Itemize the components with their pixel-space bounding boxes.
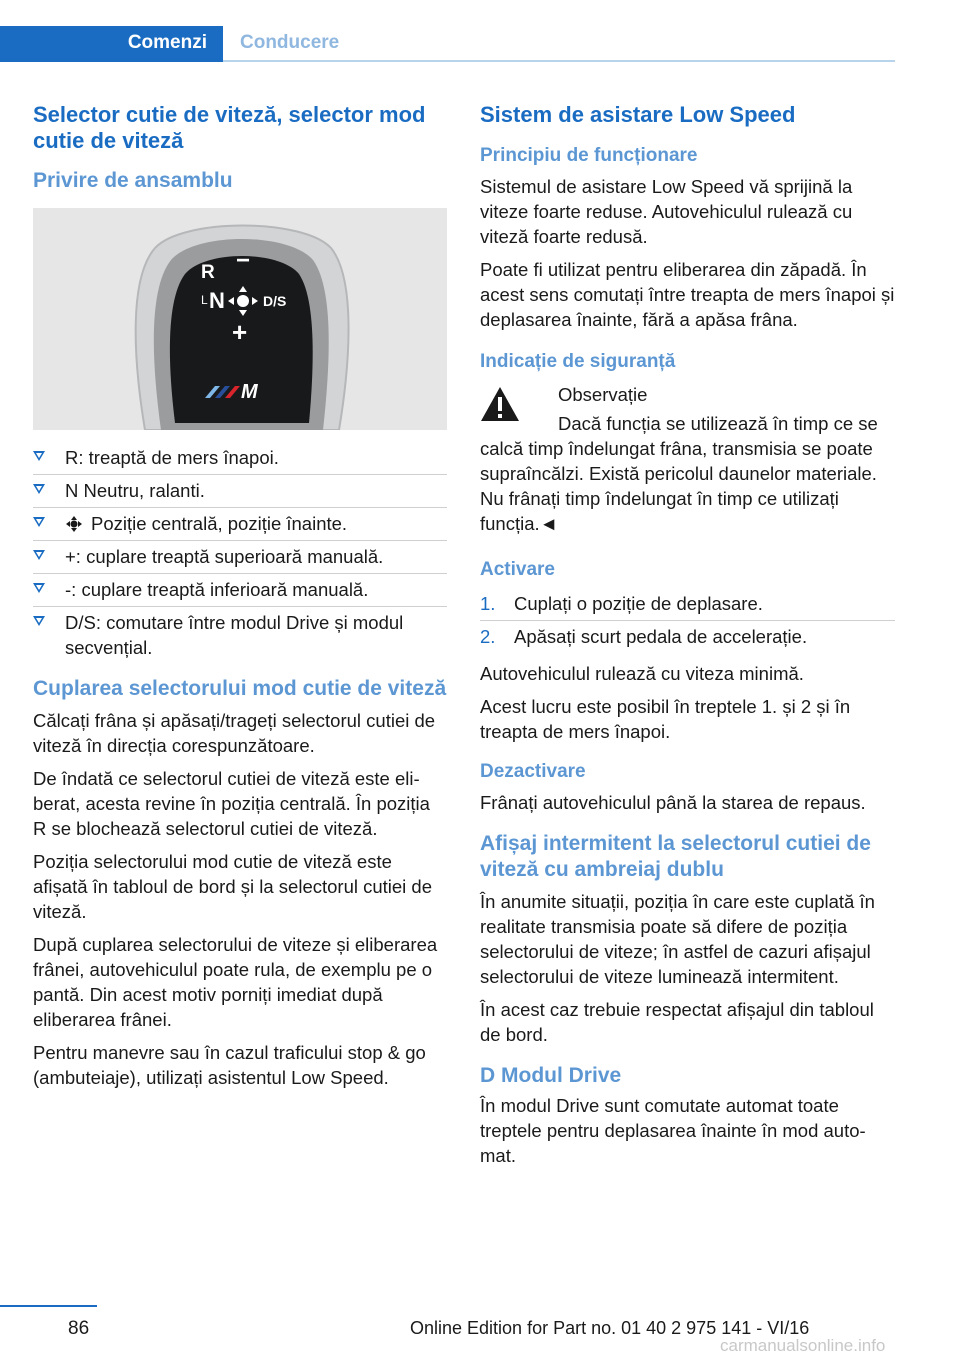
- list-item: R: treaptă de mers înapoi.: [33, 442, 447, 475]
- blink-heading: Afișaj intermitent la selectorul cutiei de viteză cu ambreiaj dublu: [480, 832, 871, 881]
- knob-label-minus: −: [236, 247, 251, 274]
- page-number: 86: [68, 1318, 90, 1339]
- knob-brand-m: M: [241, 381, 258, 403]
- principle-heading: Principiu de funcționare: [480, 145, 698, 166]
- paragraph: Acest lucru este posibil în treptele 1. și 2 și în treapta de mers înapoi.: [480, 696, 851, 742]
- edition-info: Online Edition for Part no. 01 40 2 975 141 - VI/16: [410, 1318, 810, 1338]
- paragraph: În acest caz trebuie respectat afișajul din tabloul de bord.: [480, 999, 874, 1045]
- activation-steps: [480, 588, 895, 653]
- knob-label-plus: +: [232, 317, 248, 347]
- activation-heading: Activare: [480, 559, 555, 580]
- warning-box: [480, 382, 895, 536]
- paragraph: Sistemul de asistare Low Speed vă sprijină la viteze foarte reduse. Autovehiculul rulează cu viteză foarte redusă.: [480, 176, 853, 247]
- paragraph: Poziția selectorului mod cutie de viteză este afișată în tabloul de bord și la selectorul cutiei de viteză.: [33, 851, 433, 922]
- footer-rule: [0, 1305, 97, 1307]
- paragraph: Poate fi utilizat pentru eliberarea din zăpadă. În acest sens comutați între treapta de mers înapoi și deplasarea înainte, fără a apăsa frâna.: [480, 259, 895, 330]
- center-position-icon: [65, 515, 83, 533]
- tab-comenzi[interactable]: Comenzi: [0, 26, 223, 62]
- arrow-bullet-icon: [33, 451, 45, 461]
- watermark: carmanualsonline.info: [720, 1336, 886, 1355]
- warning-text: Dacă funcția se utilizează în timp ce se calcă timp îndelungat frâna, transmisia se poate supraîncălzi. Există pericolul daunelor materiale. Nu frânați timp îndelungat în timp ce utilizați funcția.◄: [480, 413, 878, 534]
- left-column: [33, 102, 447, 1098]
- knob-label-n: N: [209, 288, 225, 313]
- paragraph: Frânați autovehiculul până la starea de repaus.: [480, 792, 866, 813]
- engage-heading: Cuplarea selectorului mod cutie de viteză: [33, 677, 447, 700]
- knob-label-r: R: [201, 262, 215, 283]
- section-title-low-speed: Sistem de asistare Low Speed: [480, 102, 796, 127]
- paragraph: Autovehiculul rulează cu viteza minimă.: [480, 663, 804, 684]
- chapter-tabs: [0, 26, 895, 62]
- overview-heading: Privire de ansamblu: [33, 169, 233, 192]
- drive-heading: D Modul Drive: [480, 1064, 622, 1087]
- list-item: +: cuplare treaptă superioară manuală.: [33, 541, 447, 574]
- paragraph: După cuplarea selectorului de viteze și eliberarea frânei, autovehiculul poate rula, de exemplu pe o pantă. Din acest motiv porniți imediat după eliberarea frânei.: [33, 934, 438, 1030]
- gear-selector-image: [33, 208, 447, 430]
- center-position-dot: [237, 295, 249, 307]
- arrow-bullet-icon: [33, 517, 45, 527]
- tab-conducere[interactable]: Conducere: [240, 32, 340, 53]
- paragraph: De îndată ce selectorul cutiei de viteză este eliberat, acesta revine în poziția centrală. În poziția R se blochează selectorul cutiei de viteză.: [33, 768, 430, 839]
- list-item: Poziție centrală, poziție înainte.: [33, 508, 447, 541]
- right-column: [480, 102, 895, 1176]
- arrow-bullet-icon: [33, 484, 45, 494]
- section-title-gear-selector: Selector cutie de viteză, selector mod cutie de viteză: [33, 102, 426, 153]
- paragraph: Pentru manevre sau în cazul traficului stop & go (ambuteiaje), utilizați asistentul Low Speed.: [33, 1042, 426, 1088]
- warning-title: Observație: [558, 384, 648, 405]
- list-item: -: cuplare treaptă inferioară manuală.: [33, 574, 447, 607]
- knob-label-ds: D/S: [263, 293, 287, 309]
- paragraph: În anumite situații, poziția în care este cuplată în realitate transmisia poate să difere de poziția selectorului de viteze; în astfel de cazuri afișajul selectorului de viteze luminează intermitent.: [480, 891, 875, 987]
- knob-label-l: L: [201, 293, 208, 307]
- arrow-bullet-icon: [33, 550, 45, 560]
- selector-positions-list: [33, 442, 447, 664]
- paragraph: Călcați frâna și apăsați/trageți selectorul cutiei de viteză în direcția corespunzătoare.: [33, 710, 436, 756]
- safety-heading: Indicație de siguranță: [480, 351, 676, 372]
- deactivation-heading: Dezactivare: [480, 761, 586, 782]
- list-item: N Neutru, ralanti.: [33, 475, 447, 508]
- list-item: 2. Apăsați scurt pedala de accelerație.: [480, 626, 808, 647]
- arrow-bullet-icon: [33, 583, 45, 593]
- warning-triangle-icon: [480, 386, 520, 422]
- list-item: 1. Cuplați o poziție de deplasare.: [480, 588, 895, 621]
- paragraph: În modul Drive sunt comutate automat toate treptele pentru deplasarea înainte în mod automat.: [480, 1095, 866, 1166]
- arrow-bullet-icon: [33, 616, 45, 626]
- list-item: D/S: comutare între modul Drive și modul secvențial.: [33, 607, 447, 664]
